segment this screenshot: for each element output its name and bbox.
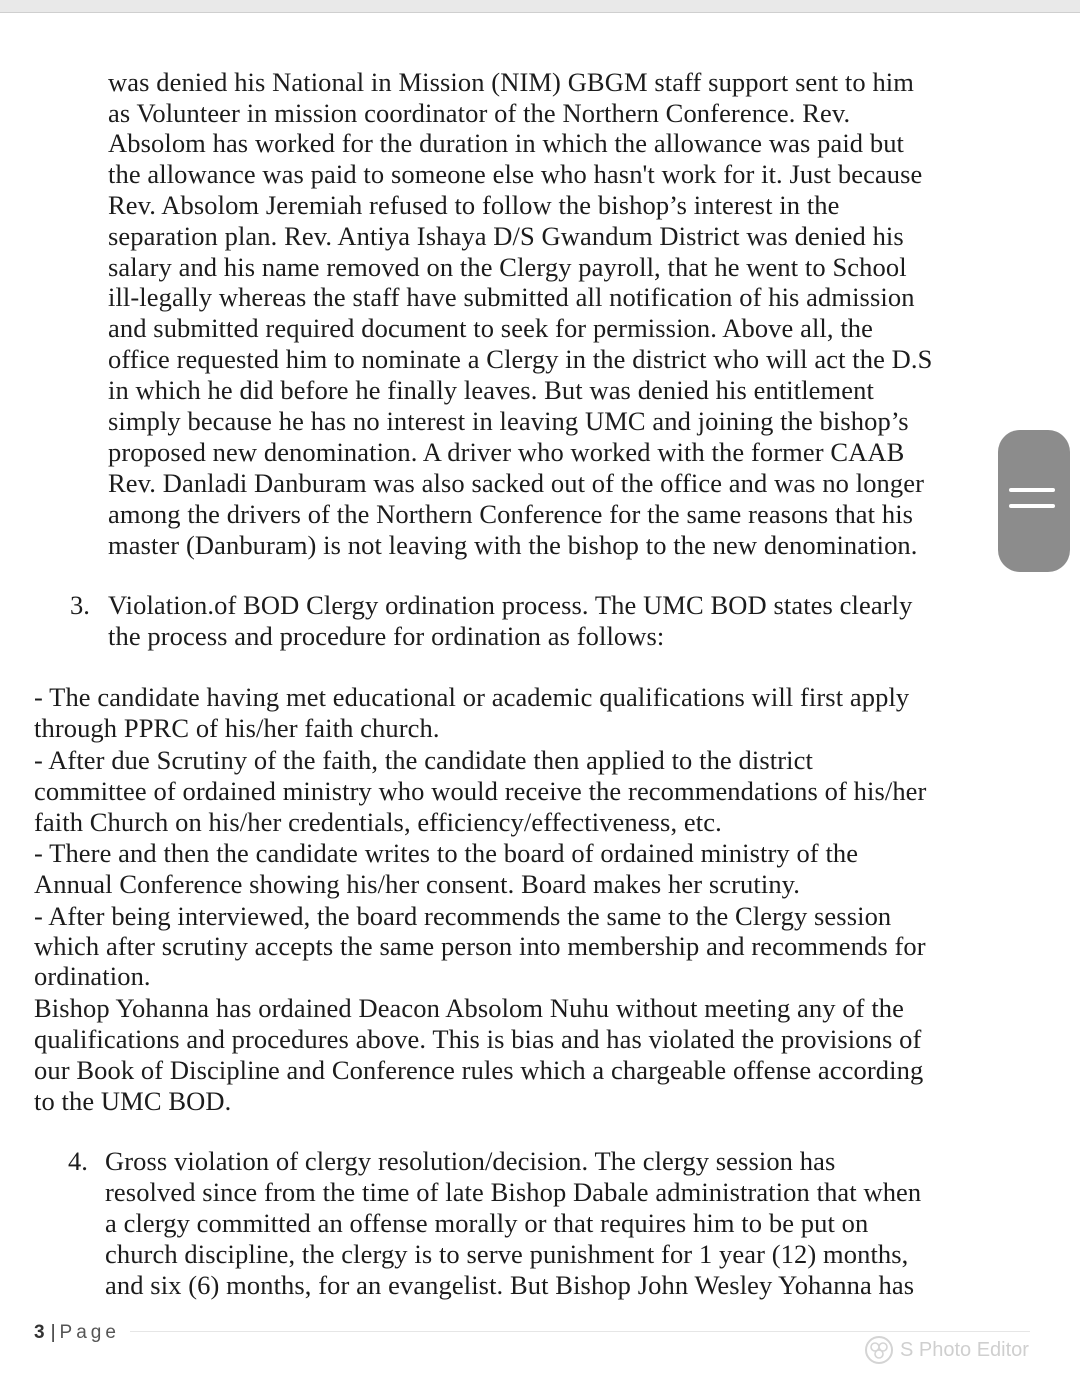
page-footer bbox=[34, 1322, 120, 1344]
text-line: committee of ordained ministry who would receive the recommendations of his/her bbox=[34, 776, 927, 806]
document-page bbox=[0, 12, 1080, 1394]
text-line: ill-legally whereas the staff have submitted all notification of his admission bbox=[108, 282, 915, 312]
handle-grip-line bbox=[1009, 488, 1055, 492]
text-line: salary and his name removed on the Clergy payroll, that he went to School bbox=[108, 252, 907, 282]
text-line: master (Danburam) is not leaving with the bishop to the new denomination. bbox=[108, 530, 918, 560]
text-line: our Book of Discipline and Conference rules which a chargeable offense according bbox=[34, 1055, 924, 1085]
text-line: which after scrutiny accepts the same person into membership and recommends for bbox=[34, 931, 926, 961]
footer-separator: | bbox=[50, 1322, 56, 1343]
text-line: to the UMC BOD. bbox=[34, 1086, 232, 1116]
text-line: - There and then the candidate writes to the board of ordained ministry of the bbox=[34, 838, 859, 868]
text-line: resolved since from the time of late Bishop Dabale administration that when bbox=[105, 1177, 922, 1207]
text-line: Rev. Danladi Danburam was also sacked out of the office and was no longer bbox=[108, 468, 925, 498]
text-line: - The candidate having met educational or academic qualifications will first apply bbox=[34, 682, 910, 712]
watermark-text: S Photo Editor bbox=[900, 1338, 1029, 1361]
text-line: ordination. bbox=[34, 961, 151, 991]
text-line: office requested him to nominate a Clergy in the district who will act the D.S bbox=[108, 344, 933, 374]
text-line: the allowance was paid to someone else who hasn't work for it. Just because bbox=[108, 159, 923, 189]
photo-editor-watermark bbox=[864, 1334, 1029, 1366]
text-line: Absolom has worked for the duration in which the allowance was paid but bbox=[108, 128, 905, 158]
text-line: a clergy committed an offense morally or that requires him to be put on bbox=[105, 1208, 869, 1238]
text-line: the process and procedure for ordination as follows: bbox=[108, 621, 665, 651]
list-number: 3. bbox=[70, 590, 90, 620]
text-line: church discipline, the clergy is to serve punishment for 1 year (12) months, bbox=[105, 1239, 909, 1269]
footer-divider bbox=[130, 1331, 1030, 1332]
text-line: Gross violation of clergy resolution/decision. The clergy session has bbox=[105, 1146, 836, 1176]
page-label: Page bbox=[59, 1322, 120, 1343]
text-line: was denied his National in Mission (NIM) GBGM staff support sent to him bbox=[108, 67, 914, 97]
text-line: as Volunteer in mission coordinator of the Northern Conference. Rev. bbox=[108, 98, 851, 128]
text-line: Annual Conference showing his/her consent. Board makes her scrutiny. bbox=[34, 869, 801, 899]
text-line: through PPRC of his/her faith church. bbox=[34, 713, 440, 743]
text-line: and submitted required document to seek for permission. Above all, the bbox=[108, 313, 874, 343]
text-line: Bishop Yohanna has ordained Deacon Absolom Nuhu without meeting any of the bbox=[34, 993, 905, 1023]
text-line: proposed new denomination. A driver who worked with the former CAAB bbox=[108, 437, 905, 467]
text-line: - After being interviewed, the board recommends the same to the Clergy session bbox=[34, 901, 892, 931]
text-line: faith Church on his/her credentials, efficiency/effectiveness, etc. bbox=[34, 807, 722, 837]
text-line: Rev. Absolom Jeremiah refused to follow the bishop’s interest in the bbox=[108, 190, 840, 220]
text-line: - After due Scrutiny of the faith, the candidate then applied to the district bbox=[34, 745, 813, 775]
text-line: Violation.of BOD Clergy ordination process. The UMC BOD states clearly bbox=[108, 590, 913, 620]
handle-grip-line bbox=[1009, 504, 1055, 508]
side-drag-handle[interactable] bbox=[998, 430, 1070, 572]
page-number: 3 bbox=[34, 1322, 45, 1343]
text-line: qualifications and procedures above. This is bias and has violated the provisions of bbox=[34, 1024, 922, 1054]
text-line: among the drivers of the Northern Conference for the same reasons that his bbox=[108, 499, 914, 529]
text-line: separation plan. Rev. Antiya Ishaya D/S Gwandum District was denied his bbox=[108, 221, 904, 251]
text-line: and six (6) months, for an evangelist. But Bishop John Wesley Yohanna has bbox=[105, 1270, 915, 1300]
watermark-logo-icon bbox=[864, 1335, 894, 1365]
list-number: 4. bbox=[68, 1146, 88, 1176]
text-line: in which he did before he finally leaves. But was denied his entitlement bbox=[108, 375, 874, 405]
text-line: simply because he has no interest in leaving UMC and joining the bishop’s bbox=[108, 406, 909, 436]
